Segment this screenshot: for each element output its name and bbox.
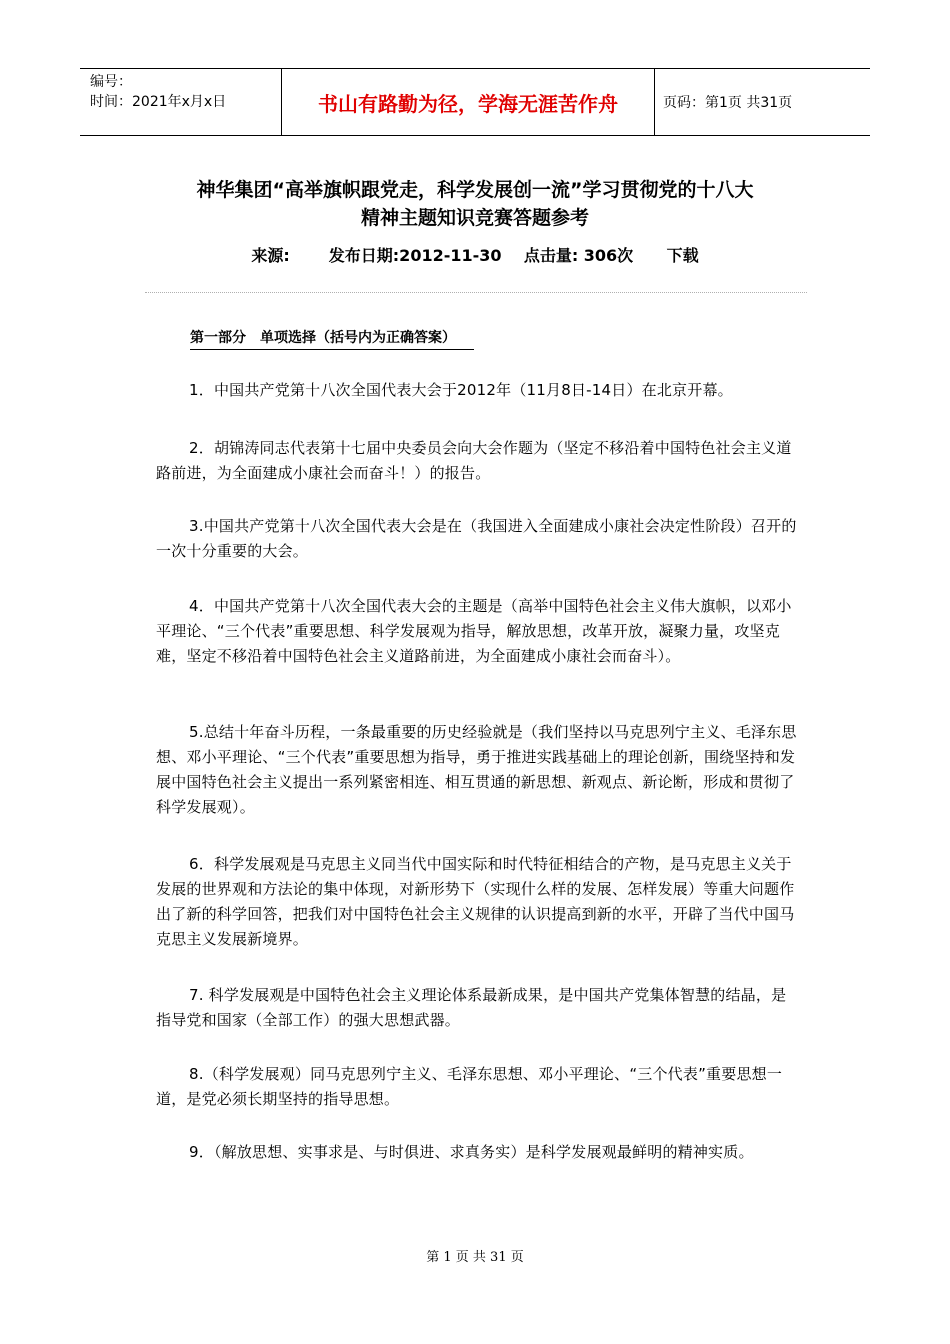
page-title bbox=[100, 176, 850, 232]
question-8: 8.（科学发展观）同马克思列宁主义、毛泽东思想、邓小平理论、“三个代表”重要思想一道，是党必须长期坚持的指导思想。 bbox=[156, 1065, 783, 1108]
page-footer: 第 1 页 共 31 页 bbox=[426, 1250, 524, 1265]
section-heading: 第一部分 单项选择（括号内为正确答案） bbox=[190, 327, 474, 350]
question-3: 3.中国共产党第十八次全国代表大会是在（我国进入全面建成小康社会决定性阶段）召开的一次十分重要的大会。 bbox=[156, 517, 797, 560]
divider bbox=[145, 292, 807, 293]
title-line-1: 神华集团“高举旗帜跟党走，科学发展创一流”学习贯彻党的十八大 bbox=[196, 179, 754, 201]
header-motto: 书山有路勤为径，学海无涯苦作舟 bbox=[281, 69, 655, 135]
publish-date: 发布日期:2012-11-30 bbox=[328, 246, 502, 265]
question-6: 6．科学发展观是马克思主义同当代中国实际和时代特征相结合的产物，是马克思主义关于发展的世界观和方法论的集中体现，对新形势下（实现什么样的发展、怎样发展）等重大问题作出了新的科学回答，把我们对中国特色社会主义规律的认识提高到新的水平，开辟了当代中国马克思主义发展新境界。 bbox=[156, 855, 795, 948]
click-count: 点击量: 306次 bbox=[523, 246, 634, 265]
header-meta bbox=[80, 69, 281, 135]
number-label: 编号： bbox=[90, 74, 132, 90]
question-5: 5.总结十年奋斗历程，一条最重要的历史经验就是（我们坚持以马克思列宁主义、毛泽东思想、邓小平理论、“三个代表”重要思想为指导，勇于推进实践基础上的理论创新，围绕坚持和发展中国特色社会主义提出一系列紧密相连、相互贯通的新思想、新观点、新论断，形成和贯彻了科学发展观）。 bbox=[156, 723, 797, 816]
article-meta bbox=[100, 243, 850, 266]
source-label: 来源: bbox=[251, 246, 290, 265]
question-9: 9．（解放思想、实事求是、与时俱进、求真务实）是科学发展观最鲜明的精神实质。 bbox=[189, 1143, 754, 1161]
download-link[interactable]: 下载 bbox=[666, 246, 699, 265]
question-1: 1．中国共产党第十八次全国代表大会于2012年（11月8日-14日）在北京开幕。 bbox=[189, 381, 733, 399]
question-4: 4．中国共产党第十八次全国代表大会的主题是（高举中国特色社会主义伟大旗帜，以邓小平理论、“三个代表”重要思想、科学发展观为指导，解放思想，改革开放，凝聚力量，攻坚克难，坚定不移沿着中国特色社会主义道路前进，为全面建成小康社会而奋斗）。 bbox=[156, 597, 792, 665]
document-header bbox=[80, 68, 870, 136]
title-line-2: 精神主题知识竞赛答题参考 bbox=[360, 207, 589, 229]
question-2: 2．胡锦涛同志代表第十七届中央委员会向大会作题为（坚定不移沿着中国特色社会主义道路前进，为全面建成小康社会而奋斗！）的报告。 bbox=[156, 439, 792, 482]
time-label: 时间：2021年x月x日 bbox=[90, 94, 227, 110]
question-7: 7. 科学发展观是中国特色社会主义理论体系最新成果，是中国共产党集体智慧的结晶，是指导党和国家（全部工作）的强大思想武器。 bbox=[156, 986, 787, 1029]
header-page-info: 页码：第1页 共31页 bbox=[663, 95, 793, 111]
